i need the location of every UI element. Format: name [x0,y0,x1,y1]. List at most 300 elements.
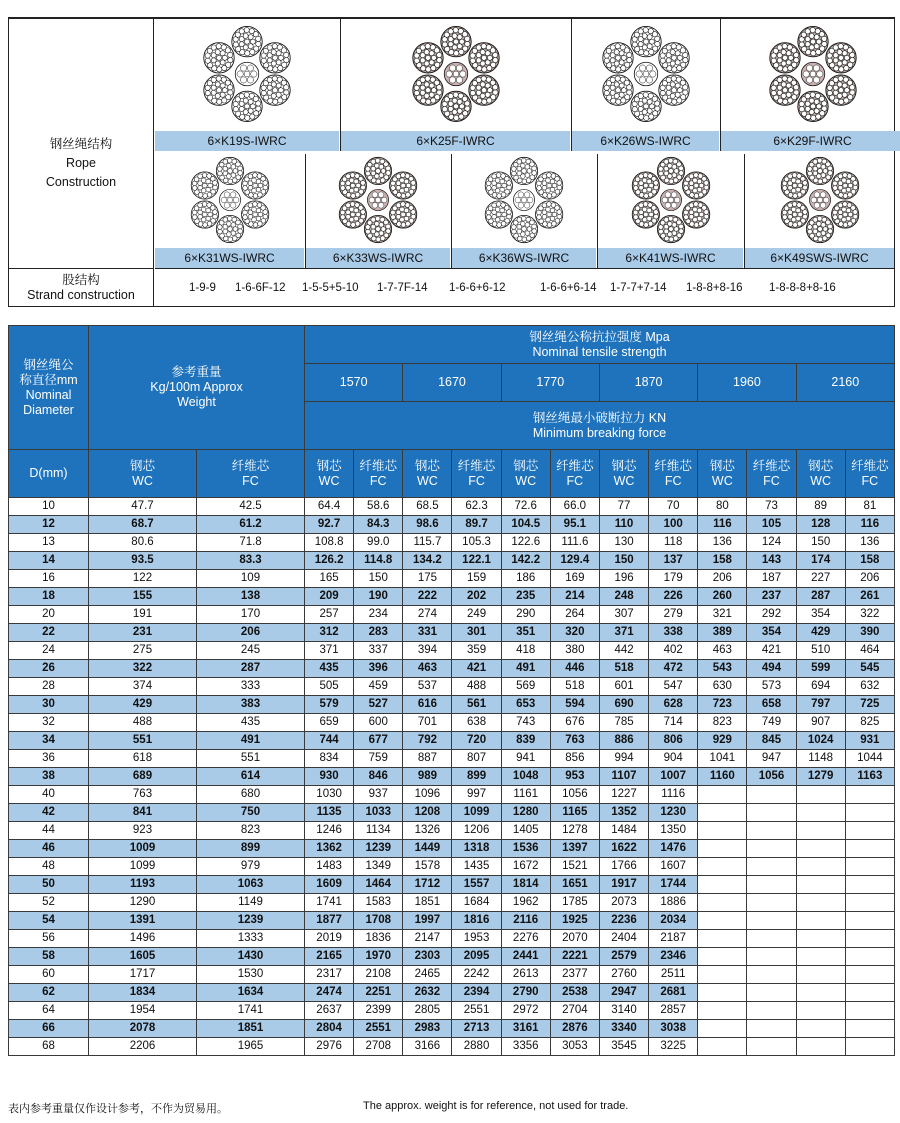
value-cell: 2377 [550,966,599,984]
value-cell: 2242 [452,966,501,984]
value-cell: 126.2 [305,552,354,570]
table-row [9,1038,895,1056]
value-cell: 1278 [550,822,599,840]
value-cell: 690 [599,696,648,714]
value-cell: 1007 [649,768,698,786]
value-cell: 307 [599,606,648,624]
value-cell: 84.3 [354,516,403,534]
value-cell: 186 [501,570,550,588]
value-cell: 2073 [599,894,648,912]
value-cell: 170 [197,606,305,624]
diam-h2: 称直径mm [19,372,78,387]
value-cell [845,840,894,858]
table-row [9,948,895,966]
value-cell: 1163 [845,768,894,786]
value-cell: 2880 [452,1038,501,1056]
value-cell: 174 [796,552,845,570]
fc-zh: 纤维芯 [654,458,692,473]
value-cell: 2070 [550,930,599,948]
value-cell: 136 [698,534,747,552]
wc-zh: 钢芯 [709,458,735,473]
value-cell: 2511 [649,966,698,984]
strand-header-en: Strand construction [27,288,135,302]
value-cell: 2474 [305,984,354,1002]
value-cell: 80 [698,498,747,516]
value-cell [796,1002,845,1020]
value-cell [845,912,894,930]
strand-construction: 1-6-6F-12 [235,282,286,294]
rope-item [340,18,570,151]
value-cell: 2760 [599,966,648,984]
value-cell: 111.6 [550,534,599,552]
rope-item [720,18,900,151]
value-cell: 677 [354,732,403,750]
value-cell: 2404 [599,930,648,948]
value-cell: 630 [698,678,747,696]
fc-en: FC [566,473,584,488]
value-cell [698,894,747,912]
value-cell: 527 [354,696,403,714]
value-cell [845,804,894,822]
fc-header [649,450,698,498]
diameter-cell: 62 [9,984,89,1002]
value-cell: 248 [599,588,648,606]
value-cell: 1135 [305,804,354,822]
value-cell [747,1002,796,1020]
value-cell: 579 [305,696,354,714]
diameter-cell: 16 [9,570,89,588]
fc-zh: 纤维芯 [556,458,594,473]
value-cell: 792 [403,732,452,750]
table-row [9,660,895,678]
value-cell [747,1038,796,1056]
value-cell: 2857 [649,1002,698,1020]
value-cell: 1099 [89,858,197,876]
diameter-cell: 24 [9,642,89,660]
value-cell: 1326 [403,822,452,840]
table-row [9,570,895,588]
value-cell: 488 [89,714,197,732]
table-row [9,552,895,570]
value-cell: 2317 [305,966,354,984]
table-row [9,516,895,534]
strand-construction-list [155,268,895,307]
fc-zh: 纤维芯 [752,458,791,473]
fc-en: FC [242,473,259,488]
value-cell: 190 [354,588,403,606]
value-cell: 58.6 [354,498,403,516]
value-cell: 545 [845,660,894,678]
fc-header [550,450,599,498]
value-cell: 1161 [501,786,550,804]
value-cell [845,876,894,894]
value-cell [747,930,796,948]
value-cell [796,876,845,894]
value-cell: 390 [845,624,894,642]
rope-name-label: 6×K33WS-IWRC [306,248,450,268]
value-cell: 1206 [452,822,501,840]
value-cell: 1953 [452,930,501,948]
header-en-1: Rope [66,155,96,170]
value-cell: 150 [354,570,403,588]
value-cell: 491 [197,732,305,750]
diameter-cell: 10 [9,498,89,516]
value-cell: 279 [649,606,698,624]
value-cell: 561 [452,696,501,714]
value-cell: 104.5 [501,516,550,534]
table-row [9,1002,895,1020]
table-row [9,768,895,786]
value-cell: 806 [649,732,698,750]
value-cell [796,1020,845,1038]
value-cell: 1009 [89,840,197,858]
value-cell: 825 [845,714,894,732]
value-cell: 947 [747,750,796,768]
value-cell: 321 [698,606,747,624]
value-cell: 1208 [403,804,452,822]
diameter-cell: 36 [9,750,89,768]
value-cell [845,1020,894,1038]
value-cell: 600 [354,714,403,732]
value-cell: 2976 [305,1038,354,1056]
value-cell: 2399 [354,1002,403,1020]
value-cell [698,930,747,948]
value-cell: 2465 [403,966,452,984]
value-cell: 68.7 [89,516,197,534]
wc-en: WC [711,473,733,488]
diameter-cell: 22 [9,624,89,642]
diam-h3: Nominal [25,387,72,402]
value-cell: 150 [599,552,648,570]
value-cell: 116 [698,516,747,534]
value-cell: 2078 [89,1020,197,1038]
value-cell: 725 [845,696,894,714]
value-cell: 206 [698,570,747,588]
value-cell: 2681 [649,984,698,1002]
value-cell: 2637 [305,1002,354,1020]
fc-en: FC [369,473,387,488]
value-cell: 1785 [550,894,599,912]
value-cell: 158 [845,552,894,570]
table-row [9,732,895,750]
value-cell: 543 [698,660,747,678]
value-cell: 2276 [501,930,550,948]
table-row [9,786,895,804]
value-cell: 1672 [501,858,550,876]
value-cell: 83.3 [197,552,305,570]
rope-item [744,154,894,268]
value-cell: 763 [550,732,599,750]
core-type-row [9,450,895,498]
value-cell [698,966,747,984]
value-cell: 494 [747,660,796,678]
value-cell: 227 [796,570,845,588]
strength-grade: 2160 [796,364,894,402]
value-cell: 1349 [354,858,403,876]
value-cell: 116 [845,516,894,534]
diameter-cell: 18 [9,588,89,606]
fc-zh: 纤维芯 [231,458,270,473]
footnote-en: The approx. weight is for reference, not used for trade. [363,1100,629,1112]
d-mm-header: D(mm) [9,450,89,498]
value-cell: 1708 [354,912,403,930]
value-cell [698,912,747,930]
value-cell: 3225 [649,1038,698,1056]
value-cell: 446 [550,660,599,678]
value-cell: 1056 [747,768,796,786]
value-cell: 1684 [452,894,501,912]
value-cell: 274 [403,606,452,624]
value-cell: 42.5 [197,498,305,516]
value-cell: 202 [452,588,501,606]
value-cell: 2303 [403,948,452,966]
diameter-cell: 30 [9,696,89,714]
value-cell: 264 [550,606,599,624]
value-cell: 1836 [354,930,403,948]
value-cell: 839 [501,732,550,750]
fc-header [747,450,796,498]
value-cell: 261 [845,588,894,606]
value-cell: 338 [649,624,698,642]
value-cell: 206 [197,624,305,642]
value-cell: 435 [305,660,354,678]
value-cell: 245 [197,642,305,660]
value-cell: 1160 [698,768,747,786]
value-cell: 823 [197,822,305,840]
value-cell: 886 [599,732,648,750]
value-cell: 551 [197,750,305,768]
value-cell: 130 [599,534,648,552]
strength-grade: 1670 [403,364,501,402]
value-cell: 66.0 [550,498,599,516]
value-cell: 435 [197,714,305,732]
value-cell: 396 [354,660,403,678]
value-cell: 331 [403,624,452,642]
rope-name-label: 6×K49SWS-IWRC [745,248,894,268]
value-cell [698,876,747,894]
value-cell [698,948,747,966]
value-cell: 1449 [403,840,452,858]
value-cell: 214 [550,588,599,606]
rope-name-label: 6×K41WS-IWRC [598,248,743,268]
value-cell: 929 [698,732,747,750]
value-cell: 2221 [550,948,599,966]
weight-header [89,326,305,450]
value-cell: 108.8 [305,534,354,552]
value-cell: 1583 [354,894,403,912]
value-cell: 333 [197,678,305,696]
value-cell: 1362 [305,840,354,858]
value-cell: 206 [845,570,894,588]
value-cell [698,1002,747,1020]
value-cell: 569 [501,678,550,696]
table-row [9,822,895,840]
value-cell: 290 [501,606,550,624]
value-cell: 1352 [599,804,648,822]
value-cell: 371 [599,624,648,642]
value-cell [845,822,894,840]
table-row [9,804,895,822]
value-cell: 573 [747,678,796,696]
value-cell: 337 [354,642,403,660]
value-cell: 628 [649,696,698,714]
wc-en: WC [318,473,340,488]
wc-zh: 钢芯 [129,458,155,473]
value-cell: 923 [89,822,197,840]
value-cell [698,840,747,858]
value-cell: 421 [747,642,796,660]
diameter-cell: 12 [9,516,89,534]
table-row [9,750,895,768]
rope-item [305,154,450,268]
value-cell: 389 [698,624,747,642]
value-cell [796,984,845,1002]
value-cell [796,858,845,876]
fc-en: FC [763,473,780,488]
rope-cross-section-icon [334,156,422,244]
value-cell: 1149 [197,894,305,912]
value-cell: 2095 [452,948,501,966]
value-cell: 1044 [845,750,894,768]
value-cell: 1877 [305,912,354,930]
value-cell: 222 [403,588,452,606]
value-cell: 1521 [550,858,599,876]
value-cell: 1651 [550,876,599,894]
value-cell: 3140 [599,1002,648,1020]
value-cell: 2613 [501,966,550,984]
value-cell: 2876 [550,1020,599,1038]
value-cell: 694 [796,678,845,696]
value-cell: 994 [599,750,648,768]
value-cell: 1530 [197,966,305,984]
wc-header [698,450,747,498]
table-row [9,624,895,642]
value-cell [796,786,845,804]
value-cell [698,786,747,804]
rope-cross-section-icon [186,156,274,244]
diameter-cell: 34 [9,732,89,750]
rope-name-label: 6×K29F-IWRC [721,131,900,151]
value-cell: 2251 [354,984,403,1002]
value-cell: 92.7 [305,516,354,534]
rope-cross-section-icon [627,156,715,244]
value-cell: 931 [845,732,894,750]
value-cell: 749 [747,714,796,732]
value-cell: 997 [452,786,501,804]
strand-construction: 1-7-7+7-14 [610,282,667,294]
rope-item [451,154,596,268]
value-cell: 3340 [599,1020,648,1038]
value-cell: 785 [599,714,648,732]
value-cell: 744 [305,732,354,750]
value-cell [845,984,894,1002]
value-cell: 2538 [550,984,599,1002]
value-cell: 1712 [403,876,452,894]
rope-cross-section-icon [776,156,864,244]
rope-construction-panel [8,18,895,307]
value-cell: 359 [452,642,501,660]
value-cell [796,912,845,930]
value-cell: 1476 [649,840,698,858]
strength-grade: 1570 [305,364,403,402]
diameter-cell: 28 [9,678,89,696]
value-cell: 1056 [550,786,599,804]
value-cell: 1954 [89,1002,197,1020]
value-cell: 1333 [197,930,305,948]
value-cell: 459 [354,678,403,696]
value-cell [845,786,894,804]
value-cell: 128 [796,516,845,534]
table-row [9,588,895,606]
value-cell: 109 [197,570,305,588]
value-cell: 2947 [599,984,648,1002]
value-cell: 442 [599,642,648,660]
value-cell: 134.2 [403,552,452,570]
value-cell [796,822,845,840]
fc-en: FC [664,473,682,488]
value-cell: 383 [197,696,305,714]
value-cell [747,858,796,876]
value-cell: 1717 [89,966,197,984]
value-cell: 1134 [354,822,403,840]
value-cell: 463 [698,642,747,660]
fc-en: FC [468,473,485,488]
value-cell: 275 [89,642,197,660]
value-cell: 118 [649,534,698,552]
value-cell: 72.6 [501,498,550,516]
value-cell: 1391 [89,912,197,930]
value-cell [698,984,747,1002]
value-cell: 3356 [501,1038,550,1056]
value-cell: 179 [649,570,698,588]
header-en-2: Construction [45,174,117,189]
rope-item [597,154,743,268]
value-cell: 249 [452,606,501,624]
value-cell: 1279 [796,768,845,786]
value-cell: 1227 [599,786,648,804]
value-cell: 743 [501,714,550,732]
value-cell: 463 [403,660,452,678]
value-cell: 196 [599,570,648,588]
value-cell: 1435 [452,858,501,876]
value-cell: 1464 [354,876,403,894]
value-cell: 1997 [403,912,452,930]
value-cell: 70 [649,498,698,516]
value-cell: 322 [89,660,197,678]
value-cell: 689 [89,768,197,786]
value-cell: 1063 [197,876,305,894]
weight-h3: Weight [177,395,216,409]
diameter-cell: 54 [9,912,89,930]
value-cell: 701 [403,714,452,732]
value-cell: 1148 [796,750,845,768]
diameter-cell: 52 [9,894,89,912]
value-cell: 488 [452,678,501,696]
value-cell: 1193 [89,876,197,894]
fc-header [845,450,894,498]
value-cell [698,1038,747,1056]
value-cell: 105.3 [452,534,501,552]
value-cell: 907 [796,714,845,732]
value-cell: 374 [89,678,197,696]
value-cell [796,894,845,912]
breaking-force-table [8,325,895,1056]
value-cell: 380 [550,642,599,660]
value-cell [845,948,894,966]
value-cell: 1430 [197,948,305,966]
diameter-cell: 13 [9,534,89,552]
value-cell: 158 [698,552,747,570]
